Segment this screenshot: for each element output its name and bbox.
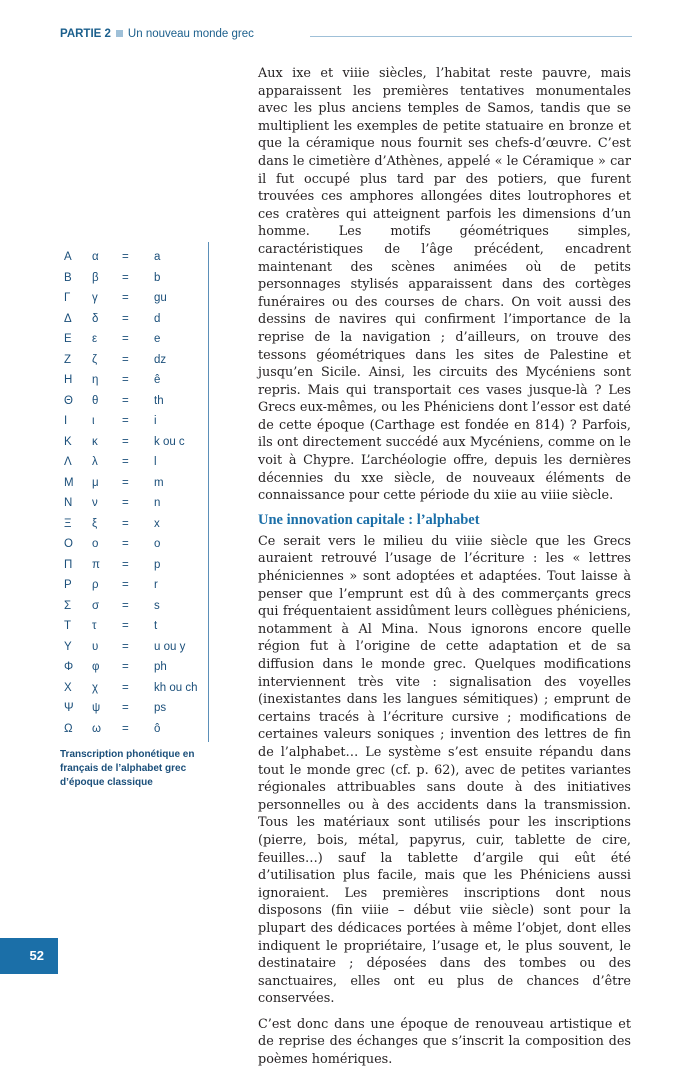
alphabet-row (60, 433, 208, 454)
equals-sign: = (122, 374, 129, 386)
alphabet-row (60, 351, 208, 372)
equals-sign: = (122, 292, 129, 304)
alphabet-row (60, 658, 208, 679)
uppercase-letter: Θ (64, 394, 73, 407)
uppercase-letter: Φ (64, 661, 74, 673)
transcription: e (154, 333, 161, 345)
uppercase-letter: Π (64, 558, 73, 571)
alphabet-row (60, 617, 208, 638)
main-text (258, 65, 631, 1069)
alphabet-row (60, 535, 208, 556)
alphabet-row (60, 289, 208, 310)
alphabet-row (60, 371, 208, 392)
equals-sign: = (122, 517, 129, 530)
uppercase-letter: Ι (64, 415, 68, 427)
transcription: ô (154, 722, 161, 735)
uppercase-letter: Β (64, 271, 72, 284)
equals-sign: = (122, 271, 129, 284)
equals-sign: = (122, 661, 129, 673)
equals-sign: = (122, 435, 129, 448)
alphabet-row (60, 576, 208, 597)
transcription: ph (154, 661, 167, 673)
alphabet-row (60, 474, 208, 495)
header-separator (116, 30, 123, 37)
lowercase-letter: υ (92, 640, 99, 653)
transcription: o (154, 538, 161, 550)
transcription: ê (154, 374, 161, 386)
transcription: l (154, 456, 157, 468)
equals-sign: = (122, 702, 129, 714)
lowercase-letter: μ (92, 476, 99, 489)
alphabet-row (60, 269, 208, 290)
uppercase-letter: Τ (64, 620, 72, 632)
alphabet-row (60, 453, 208, 474)
alphabet-row (60, 597, 208, 618)
uppercase-letter: Γ (64, 292, 71, 304)
uppercase-letter: Η (64, 374, 73, 386)
uppercase-letter: Κ (64, 435, 72, 448)
lowercase-letter: ν (92, 497, 98, 509)
transcription: x (154, 517, 160, 530)
lowercase-letter: ζ (92, 353, 98, 366)
alphabet-table (60, 242, 209, 742)
transcription: u ou y (154, 640, 186, 653)
lowercase-letter: ο (92, 538, 99, 550)
paragraph-1: Aux ixe et viiie siècles, l’habitat reste pauvre, mais apparaissent les premières tentatives monumentales avec les plus anciens temples de Samos, tandis que se multiplient les exemples de petite statuaire en bronze et que la céramique nous fournit ses chefs-d’œuvre. C’est dans le cimetière d’Athènes, appelé « le Céramique » car il fut occupé plus tard par des potiers, que furent trouvées ces amphores allongées dites loutrophores et ces cratères qui atteignent parfois les dimensions d’un homme. Les motifs géométriques simples, caractéristiques de l’âge précédent, encadrent maintenant des scènes animées où de petits personnages stylisés apparaissent dans des cortèges funéraires ou des courses de chars. On voit aussi des dessins de navires qui confirment l’importance de la reprise de la navigation ; d’ailleurs, on trouve des tessons géométriques dans les sites de Palestine et jusqu’en Sicile. Ainsi, les circuits des Mycéniens sont repris. Mais qui transportait ces vases jusque-là ? Les Grecs eux-mêmes, ou les Phéniciens dont l’essor est daté de cette époque (Carthage est fondée en 814) ? Parfois, ils ont directement succédé aux Mycéniens, comme on le voit à Chypre. L’archéologie offre, depuis les dernières décennies du xxe siècle, de nouveaux éléments de connaissance pour cette période du xiie au viiie siècle. (258, 66, 631, 504)
running-header (60, 28, 632, 50)
equals-sign: = (122, 353, 129, 366)
transcription: k ou c (154, 435, 185, 448)
transcription: t (154, 620, 158, 632)
header-title: Un nouveau monde grec (127, 28, 254, 40)
alphabet-row (60, 494, 208, 515)
transcription: i (154, 415, 157, 427)
uppercase-letter: Ψ (64, 702, 74, 714)
alphabet-row (60, 330, 208, 351)
section-heading: Une innovation capitale : l’alphabet (258, 511, 480, 528)
uppercase-letter: Ω (64, 722, 73, 735)
transcription: ps (154, 702, 167, 714)
uppercase-letter: Ο (64, 538, 73, 550)
uppercase-letter: Λ (64, 456, 72, 468)
alphabet-row (60, 392, 208, 413)
alphabet-caption: Transcription phonétique en français de l’alphabet grec d’époque classique (60, 749, 195, 788)
alphabet-row (60, 515, 208, 536)
lowercase-letter: ε (92, 333, 98, 345)
uppercase-letter: Υ (64, 640, 72, 653)
paragraph-2: Ce serait vers le milieu du viiie siècle que les Grecs auraient retrouvé l’usage de l’écriture : les « lettres phéniciennes » sont adoptées et adaptées. Tout laisse à penser que l’emprunt est dû à des commerçants grecs qui fréquentaient assidûment leurs collègues phéniciens, notamment à Al Mina. Nous ignorons encore quelle région fut à l’origine de cette adaptation et de sa diffusion dans le monde grec. Quelques modifications interviennent très vite : signalisation des voyelles (inexistantes dans les langues sémitiques) ; emprunt de certains tracés à l’écriture cursive ; modifications de certaines valeurs soniques ; invention des lettres de fin de l’alphabet… Le système s’est ensuite répandu dans tout le monde grec (cf. p. 62), avec de petites variantes régionales attribuables sans doute à des initiatives personnelles ou à des accidents dans la transmission. Tous les matériaux sont utilisés pour les inscriptions (pierre, bois, métal, papyrus, cuir, tablette de cire, feuilles…) sauf la tablette d’argile qui eût été d’utilisation plus facile, mais que les Phéniciens aussi ignoraient. Les premières inscriptions dont nous disposons (fin viiie – début viie siècle) sont pour la plupart des dédicaces portées à même l’objet, dont elles indiquent le propriétaire, l’usage et, le plus souvent, le destinataire ; déposées dans des tombes ou des sanctuaires, elles ont eu plus de chances d’être conservées. (258, 533, 631, 1007)
lowercase-letter: τ (92, 620, 97, 632)
transcription: kh ou ch (154, 681, 198, 694)
uppercase-letter: Ξ (64, 517, 72, 530)
uppercase-letter: Ν (64, 497, 73, 509)
uppercase-letter: Χ (64, 681, 72, 694)
transcription: p (154, 558, 161, 571)
lowercase-letter: ψ (92, 702, 101, 714)
header-text (60, 28, 254, 40)
alphabet-row (60, 679, 208, 700)
uppercase-letter: Ε (64, 333, 72, 345)
equals-sign: = (122, 497, 129, 509)
transcription: gu (154, 292, 167, 304)
equals-sign: = (122, 558, 129, 571)
equals-sign: = (122, 312, 129, 325)
alphabet-row (60, 412, 208, 433)
lowercase-letter: λ (92, 456, 98, 468)
alphabet-row (60, 248, 208, 269)
equals-sign: = (122, 415, 129, 427)
lowercase-letter: β (92, 271, 99, 284)
transcription: s (154, 599, 160, 612)
alphabet-row (60, 638, 208, 659)
lowercase-letter: φ (92, 661, 100, 673)
equals-sign: = (122, 251, 129, 263)
lowercase-letter: ω (92, 722, 101, 735)
alphabet-row (60, 720, 208, 741)
equals-sign: = (122, 476, 129, 489)
uppercase-letter: Σ (64, 599, 72, 612)
alphabet-row (60, 556, 208, 577)
equals-sign: = (122, 394, 129, 407)
lowercase-letter: χ (92, 681, 99, 694)
lowercase-letter: κ (92, 435, 98, 448)
lowercase-letter: ι (92, 415, 95, 427)
paragraph-3: C’est donc dans une époque de renouveau artistique et de reprise des échanges que s’inscrit la composition des poèmes homériques. (258, 1016, 631, 1068)
lowercase-letter: η (92, 374, 99, 386)
lowercase-letter: α (92, 251, 99, 263)
transcription: dz (154, 353, 167, 366)
lowercase-letter: ξ (92, 517, 98, 530)
equals-sign: = (122, 640, 129, 653)
transcription: th (154, 394, 164, 407)
transcription: m (154, 476, 164, 489)
lowercase-letter: γ (92, 292, 98, 304)
equals-sign: = (122, 599, 129, 612)
header-rule (310, 36, 632, 37)
equals-sign: = (122, 456, 129, 468)
transcription: a (154, 251, 161, 263)
uppercase-letter: Α (64, 251, 72, 263)
uppercase-letter: Μ (64, 476, 74, 489)
lowercase-letter: π (92, 558, 100, 571)
transcription: b (154, 271, 161, 284)
equals-sign: = (122, 538, 129, 550)
equals-sign: = (122, 579, 129, 591)
transcription: r (154, 579, 158, 591)
lowercase-letter: ρ (92, 579, 99, 591)
transcription: d (154, 312, 161, 325)
uppercase-letter: Ζ (64, 353, 72, 366)
equals-sign: = (122, 333, 129, 345)
uppercase-letter: Ρ (64, 579, 72, 591)
equals-sign: = (122, 620, 129, 632)
header-part: PARTIE 2 (60, 28, 111, 40)
alphabet-row (60, 699, 208, 720)
uppercase-letter: Δ (64, 312, 72, 325)
lowercase-letter: δ (92, 312, 99, 325)
equals-sign: = (122, 722, 129, 735)
transcription: n (154, 497, 161, 509)
equals-sign: = (122, 681, 129, 694)
lowercase-letter: θ (92, 394, 99, 407)
lowercase-letter: σ (92, 599, 100, 612)
alphabet-row (60, 310, 208, 331)
page-number: 52 (0, 938, 58, 974)
